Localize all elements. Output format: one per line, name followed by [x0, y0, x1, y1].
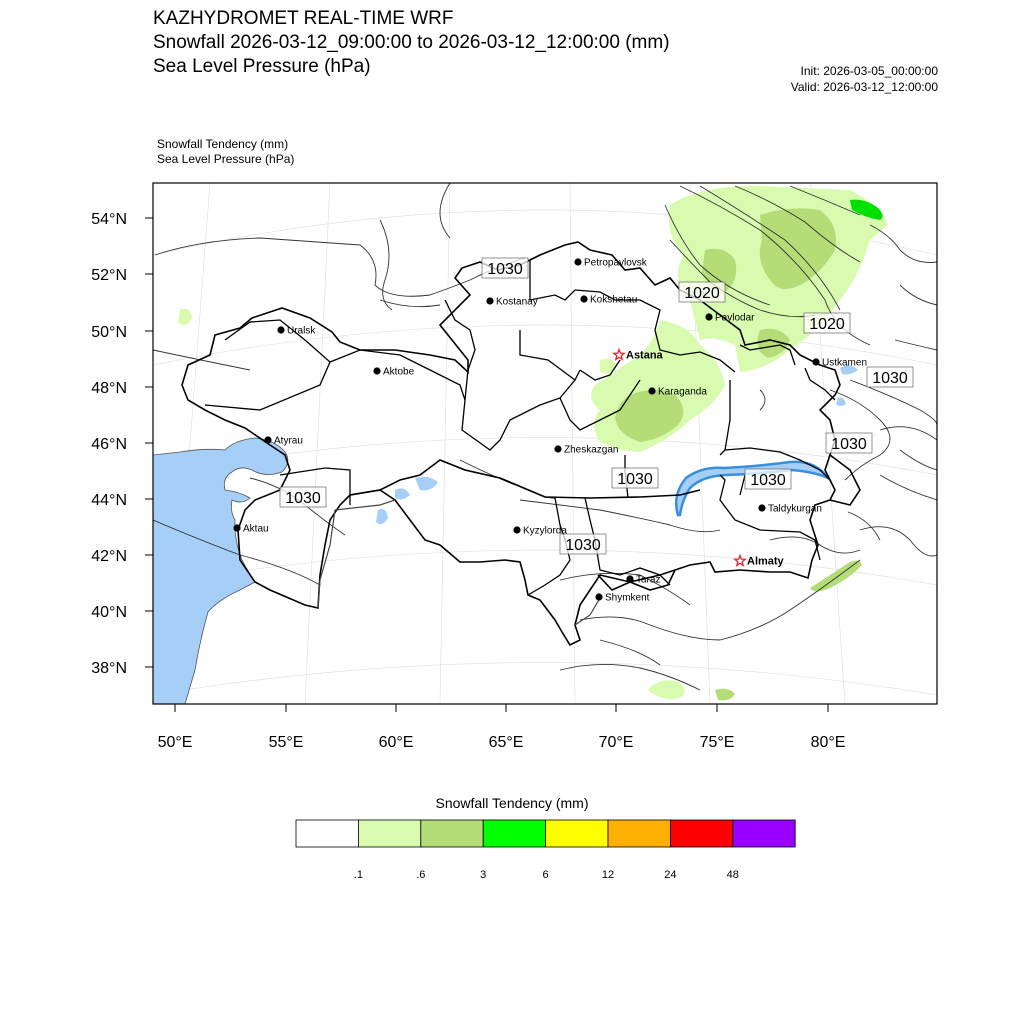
aral-patch-3	[376, 509, 388, 524]
city-dot-marker	[554, 445, 561, 452]
field-label-snowfall: Snowfall Tendency (mm)	[157, 137, 289, 151]
chart-title: KAZHYDROMET REAL-TIME WRF	[153, 8, 454, 29]
isobar-label: 1030	[285, 490, 321, 507]
lon-label: 65°E	[488, 734, 524, 751]
colorbar-tick-label: .1	[353, 869, 363, 881]
city-dot-marker	[513, 526, 520, 533]
isobar-label: 1030	[831, 436, 867, 453]
colorbar	[296, 820, 795, 881]
city-label: Uralsk	[287, 325, 316, 337]
city-label: Kostanay	[496, 296, 538, 308]
map-content	[153, 183, 937, 704]
isobar-label: 1030	[487, 261, 523, 278]
city-dot-marker	[648, 387, 655, 394]
city-label: Almaty	[747, 555, 784, 568]
lon-label: 80°E	[810, 734, 846, 751]
city-dot-marker	[705, 313, 712, 320]
lat-label: 40°N	[91, 604, 127, 621]
city-label: Taldykurgan	[768, 503, 822, 515]
lat-label: 46°N	[91, 436, 127, 453]
city-label: Shymkent	[605, 592, 650, 604]
lat-labels	[91, 211, 127, 677]
colorbar-swatch	[546, 820, 608, 847]
city-label: Kokshetau	[590, 294, 638, 306]
init-time: Init: 2026-03-05_00:00:00	[800, 64, 938, 78]
colorbar-tick-label: 12	[601, 869, 615, 881]
colorbar-tick-label: 6	[542, 869, 549, 881]
colorbar-swatch	[670, 820, 732, 847]
city-label: Petropavlovsk	[584, 257, 647, 269]
city-dot-marker	[277, 326, 284, 333]
colorbar-tick-label: .6	[416, 869, 426, 881]
isobar-label: 1020	[809, 316, 845, 333]
aral-patch-1	[395, 488, 410, 499]
city-label: Pavlodar	[715, 312, 755, 324]
colorbar-tick-label: 3	[480, 869, 487, 881]
lon-labels	[158, 734, 846, 751]
city-dot-marker	[580, 295, 587, 302]
pressure-title: Sea Level Pressure (hPa)	[153, 56, 371, 77]
caspian-sea	[153, 438, 288, 704]
lat-label: 52°N	[91, 267, 127, 284]
lon-label: 50°E	[157, 734, 193, 751]
city-dot-marker	[373, 367, 380, 374]
city-dot-marker	[264, 436, 271, 443]
city-label: Ustkamen	[822, 357, 868, 369]
city-label: Kyzylorda	[523, 525, 567, 537]
colorbar-swatch	[358, 820, 420, 847]
city-dot-marker	[758, 504, 765, 511]
colorbar-title: Snowfall Tendency (mm)	[435, 795, 589, 811]
water-bodies	[153, 365, 858, 704]
isobar-label: 1030	[617, 471, 653, 488]
capital-star-marker	[735, 556, 745, 566]
lat-label: 50°N	[91, 324, 127, 341]
capital-star-marker	[614, 350, 624, 360]
colorbar-swatch	[733, 820, 795, 847]
lat-label: 54°N	[91, 211, 127, 228]
city-dot-marker	[574, 258, 581, 265]
city-label: Aktau	[243, 523, 269, 535]
isobar-label: 1030	[750, 472, 786, 489]
isobar-label: 1030	[872, 370, 908, 387]
colorbar-swatch	[608, 820, 670, 847]
snow-patch-south	[648, 680, 685, 699]
city-label: Zheskazgan	[564, 444, 619, 456]
valid-time: Valid: 2026-03-12_12:00:00	[790, 80, 938, 94]
lat-label: 48°N	[91, 380, 127, 397]
city-label: Taraz	[636, 574, 661, 586]
city-dot-marker	[595, 593, 602, 600]
lat-label: 44°N	[91, 492, 127, 509]
aral-patch-2	[415, 477, 438, 491]
city-dot-marker	[626, 575, 633, 582]
colorbar-swatch	[296, 820, 358, 847]
city-label: Astana	[626, 349, 663, 362]
field-label-pressure: Sea Level Pressure (hPa)	[157, 152, 295, 166]
lon-label: 60°E	[378, 734, 414, 751]
snow-patch-south2	[715, 689, 735, 701]
neighbor-borders	[318, 500, 600, 625]
lon-label: 75°E	[699, 734, 735, 751]
colorbar-swatch	[421, 820, 483, 847]
lon-label: 55°E	[268, 734, 304, 751]
city-label: Karaganda	[658, 386, 707, 398]
colorbar-tick-label: 48	[726, 869, 739, 881]
lat-label: 38°N	[91, 660, 127, 677]
city-dot-marker	[812, 358, 819, 365]
city-label: Aktobe	[383, 366, 415, 378]
lat-label: 42°N	[91, 548, 127, 565]
colorbar-swatch	[483, 820, 545, 847]
city-dot-marker	[486, 297, 493, 304]
city-label: Atyrau	[274, 435, 303, 447]
snowfall-period-title: Snowfall 2026-03-12_09:00:00 to 2026-03-12_12:00:00 (mm)	[153, 32, 670, 53]
lon-label: 70°E	[598, 734, 634, 751]
lake-east	[836, 398, 846, 406]
colorbar-tick-label: 24	[664, 869, 677, 881]
isobar-label: 1030	[565, 537, 601, 554]
snow-patch-west	[178, 309, 192, 326]
city-dot-marker	[233, 524, 240, 531]
isobar-label: 1020	[684, 285, 720, 302]
